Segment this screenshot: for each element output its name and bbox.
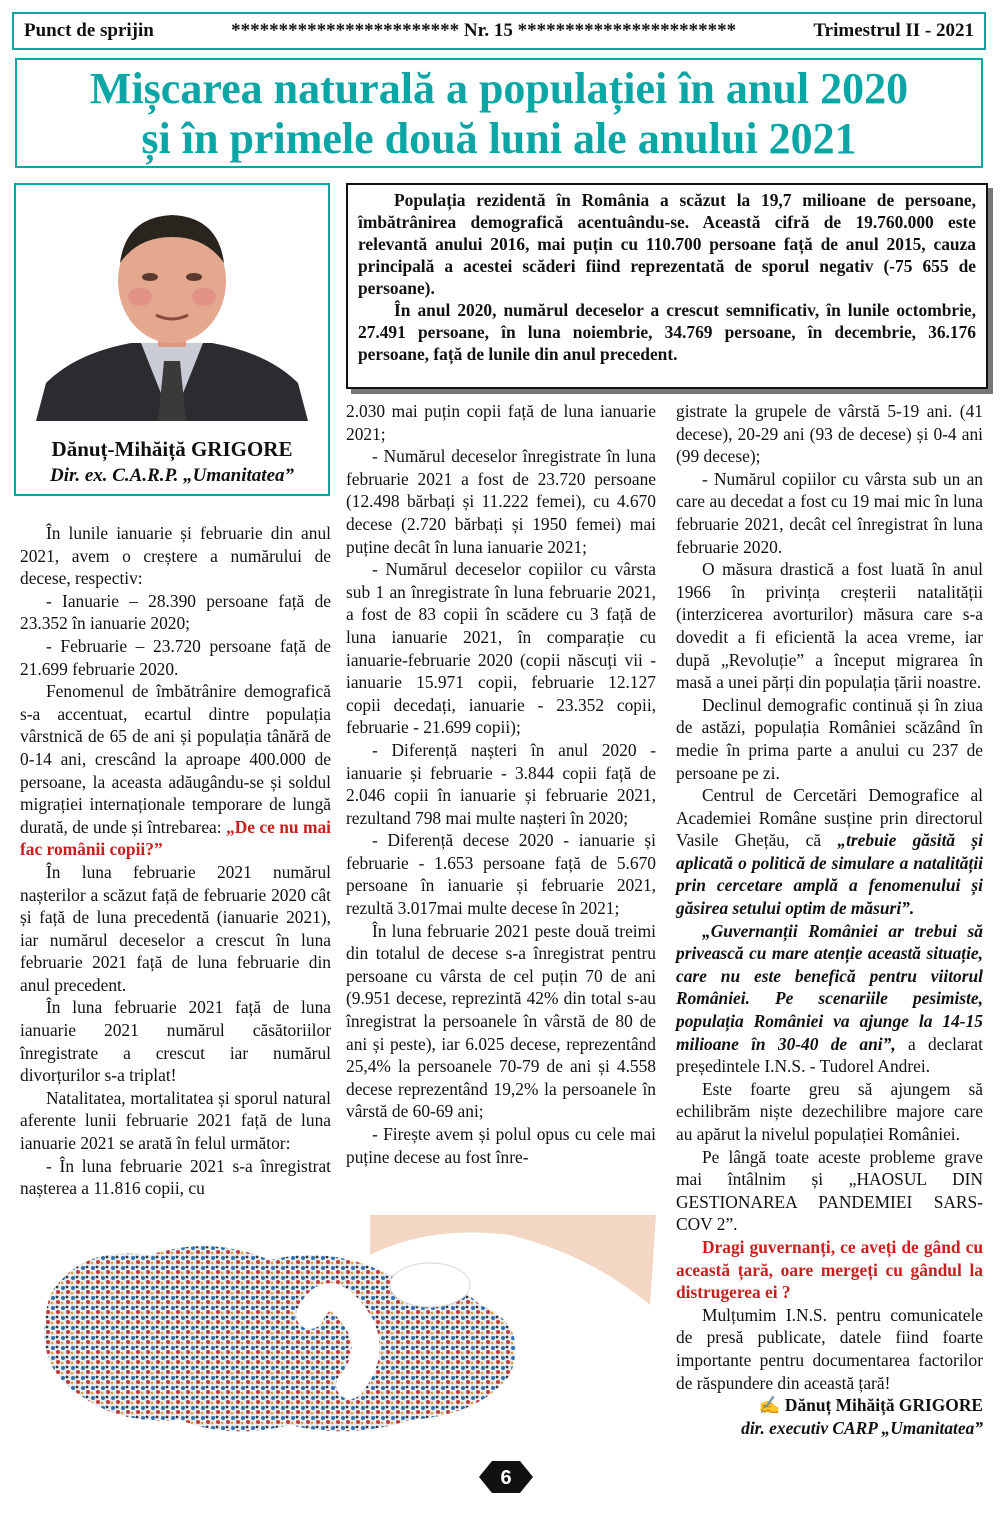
paragraph: În luna februarie 2021 față de luna ianuarie 2021 numărul căsătoriilor înregistrate a crescut iar numărul divorțurilor s-a triplat! [20, 997, 331, 1086]
paragraph: - Diferență nașteri în anul 2020 - ianuarie și februarie - 3.844 copii față de 2.046 copii în ianuarie și februarie 2021, rezultand 798 mai multe nașteri în 2020; [346, 739, 656, 828]
highlighted-question: „De ce nu mai fac românii copii?” [20, 816, 332, 860]
author-role: Dir. ex. C.A.R.P. „Umanitatea” [49, 465, 295, 486]
paragraph [676, 920, 983, 1078]
paragraph: - Numărul deceselor înregistrate în luna februarie 2021 a fost de 23.720 persoane (12.498 bărbați și 11.222 femei), cu 4.670 decese (2.720 bărbați și 1950 femei) mai puține decât în luna ianuarie 2021; [346, 446, 656, 557]
paragraph: Declinul demografic continuă și în ziua de astăzi, populația României scăzând în medie în prima parte a anului cu 237 de persoane pe zi. [676, 694, 983, 783]
page-number-badge [478, 1460, 534, 1494]
lead-paragraph: În anul 2020, numărul deceselor a crescut semnificativ, în lunile octombrie, 27.491 persoane, în luna noiembrie, 34.769 persoane, în decembrie, 36.176 persoane, față de lunile din anul precedent. [358, 300, 976, 364]
text-column-3 [676, 400, 983, 1439]
header-section: Punct de sprijin [24, 20, 154, 41]
paragraph-text: Centrul de Cercetări Demografice al Academiei Române susține prin directorul Vasile Ghețău, că [676, 785, 983, 851]
signature-block [676, 1394, 983, 1439]
paragraph [676, 784, 983, 920]
signature-name: Dănuț Mihăiță GRIGORE [784, 1395, 983, 1416]
text-column-1 [20, 522, 331, 1200]
paragraph: În luna februarie 2021 peste două treimi din totalul de decese s-a înregistrat pentru persoane cu vârsta de cel puțin 70 de ani (9.951 decese, reprezintă 42% din total s-au înregistrat la persoanele în vârstă de 80 de ani și peste), iar 6.025 decese, reprezentând 25,4% la persoanele 70-79 de ani și 4.558 decese reprezentând 19,2% la persoanele în vârstă de 60-69 ani; [346, 920, 656, 1122]
page-number: 6 [500, 1467, 512, 1489]
paragraph: - Numărul deceselor copiilor cu vârsta sub 1 an înregistrate în luna februarie 2021, a fost de 83 copii în scădere cu 3 față de luna ianuarie 2021, în comparație cu ianuarie-februarie 2020 (copii născuți vii - ianuarie 15.971 copii, februarie 12.127 copii decedați, ianuarie - 23.352 copii, februarie - 21.699 copii); [346, 559, 656, 738]
paragraph: - În luna februarie 2021 s-a înregistrat nașterea a 11.816 copii, cu [20, 1155, 331, 1199]
pen-icon: ✍ [758, 1395, 785, 1416]
lead-summary-box [346, 183, 988, 389]
paragraph [20, 680, 331, 861]
title-line-2: și în primele două luni ale anului 2021 [141, 114, 857, 163]
author-portrait [36, 193, 308, 421]
signature-role: dir. executiv CARP „Umanitatea” [741, 1417, 983, 1438]
title-line-1: Mișcarea naturală a populației în anul 2020 [89, 64, 909, 113]
author-name: Dănuț-Mihăiță GRIGORE [51, 437, 293, 461]
article-title [15, 58, 983, 168]
lead-paragraph: Populația rezidentă în România a scăzut la 19,7 milioane de persoane, îmbătrânirea demografică acentuându-se. Această cifră de 19.760.000 este relevantă anului 2016, mai puțin cu 110.700 persoane față de anul 2015, cauza principală a acestei scăderi fiind reprezentată de sporul negativ (-75 655 de persoane). [358, 190, 976, 298]
crowd-map-illustration [10, 1215, 656, 1450]
paragraph: Pe lângă toate aceste probleme grave mai întâlnim și „HAOSUL DIN GESTIONAREA PANDEMIEI SARS- COV 2”. [676, 1146, 983, 1235]
author-card [14, 183, 330, 496]
highlighted-appeal: Dragi guvernanți, ce aveți de gând cu această țară, oare mergeți cu gândul la distrugerea ei ? [676, 1236, 983, 1303]
paragraph-text: Fenomenul de îmbătrânire demografică s-a accentuat, ecartul dintre populația vârstnică de 65 de ani și populația tânără de 0-14 ani, crescând la aproape 400.000 de persoane, la aceasta adăugându-se și soldul migrației internaționale temporare de lungă durată, de unde și întrebarea: [20, 681, 331, 837]
paragraph: În luna februarie 2021 numărul nașterilor a scăzut față de februarie 2020 cât și față de luna precedentă (ianuarie 2021), iar numărul deceselor a crescut în luna februarie 2021 față de luna februarie din anul precedent. [20, 861, 331, 995]
paragraph: - Firește avem și polul opus cu cele mai puține decese au fost înre- [346, 1124, 656, 1167]
paragraph: Mulțumim I.N.S. pentru comunicatele de presă publicate, datele fiind foarte importante pentru documentarea factorilor de răspundere din această țară! [676, 1304, 983, 1393]
paragraph: În lunile ianuarie și februarie din anul 2021, avem o creștere a numărului de decese, respectiv: [20, 523, 331, 589]
header-issue-number: ************************ Nr. 15 *********************** [231, 20, 737, 41]
issue-header [12, 12, 986, 50]
quote: „Guvernanții României ar trebui să privească cu mare atenție această situație, care nu este benefică pentru viitorul României. Pe scenariile pesimiste, populația României va ajunge la 14-15 milioane în 30-40 de ani”, [676, 920, 983, 1054]
paragraph: - Diferență decese 2020 - ianuarie și februarie - 1.653 persoane față de 5.670 persoane în ianuarie și februarie 2021, rezultă 3.017mai multe decese în 2021; [346, 830, 656, 919]
paragraph: Este foarte greu să ajungem să echilibrăm niște dezechilibre majore care au apărut la nivelul populației României. [676, 1078, 983, 1144]
paragraph: 2.030 mai puțin copii față de luna ianuarie 2021; [346, 401, 656, 444]
paragraph: gistrate la grupele de vârstă 5-19 ani. (41 decese), 20-29 ani (93 de decese) și 0-4 ani (99 decese); [676, 401, 983, 467]
paragraph: - Februarie – 23.720 persoane față de 21.699 februarie 2020. [20, 635, 331, 679]
paragraph: Natalitatea, mortalitatea și sporul natural aferente lunii februarie 2021 față de luna ianuarie 2021 se arată în felul următor: [20, 1087, 331, 1154]
text-column-2 [346, 400, 656, 1168]
signature-name-line [676, 1394, 983, 1417]
paragraph-text: a declarat președintele I.N.S. - Tudorel Andrei. [676, 1033, 983, 1077]
paragraph: O măsura drastică a fost luată în anul 1966 în privința creșterii natalității (interzicerea avorturilor) măsura care s-a dovedit a fi eficientă la acea vreme, iar după „Revoluție” a început migrarea în masă a unei părți din populația țării noastre. [676, 559, 983, 693]
header-quarter: Trimestrul II - 2021 [813, 20, 974, 41]
paragraph: - Numărul copiilor cu vârsta sub un an care au decedat a fost cu 19 mai mic în luna februarie 2021, decât cel înregistrat în luna februarie 2020. [676, 468, 983, 557]
quote: „trebuie găsită și aplicată o politică de simulare a natalității prin cercetare amplă a fenomenului și găsirea setului optim de măsuri”. [676, 830, 983, 919]
paragraph: - Ianuarie – 28.390 persoane față de 23.352 în ianuarie 2020; [20, 590, 331, 634]
